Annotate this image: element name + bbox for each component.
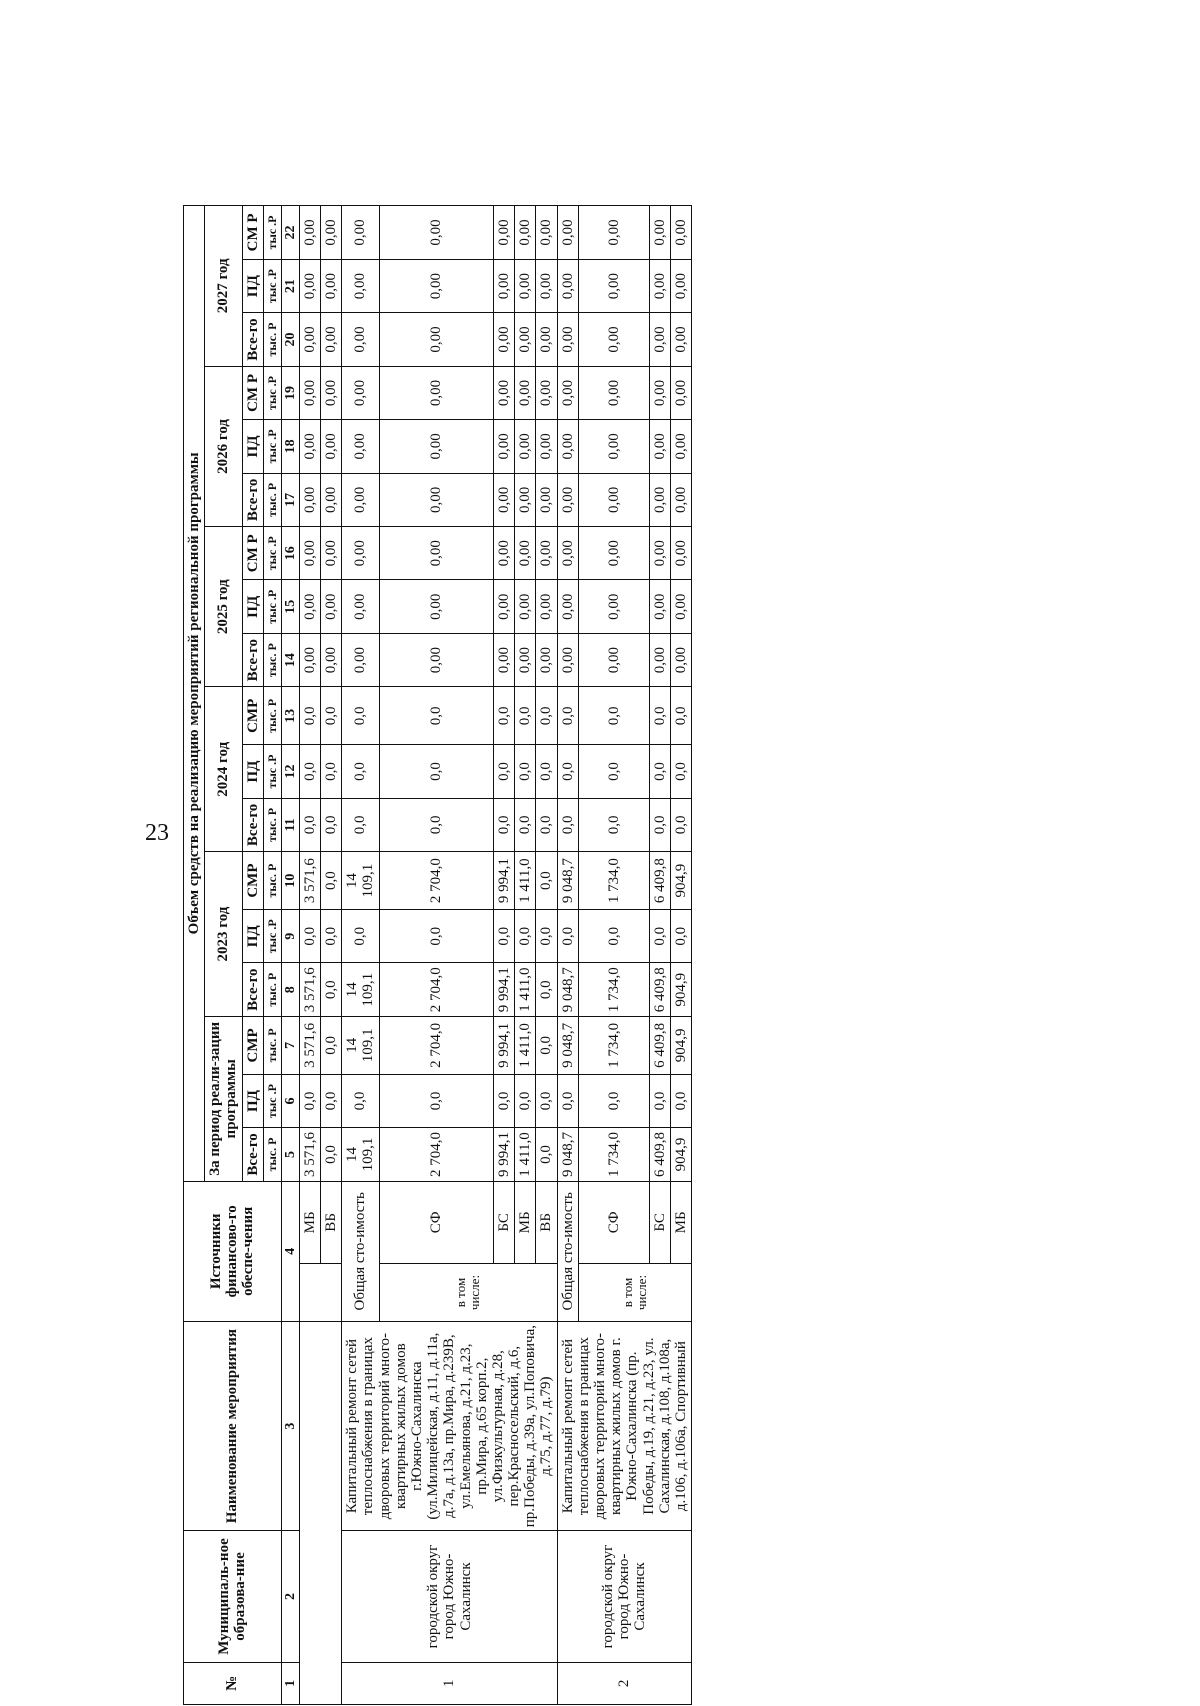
empty-cell [299, 1264, 341, 1322]
value-cell: 9 048,7 [557, 1016, 578, 1074]
value-cell: 0,0 [557, 910, 578, 963]
col-index: 13 [281, 687, 299, 745]
value-cell: 0,00 [515, 313, 536, 366]
col-index: 16 [281, 527, 299, 580]
unit: тыс .Р [263, 527, 281, 580]
value-cell: 0,00 [557, 580, 578, 633]
table-row [299, 206, 320, 1705]
value-cell: 0,00 [670, 206, 691, 260]
value-cell: 0,00 [670, 473, 691, 526]
value-cell: 0,00 [578, 366, 649, 419]
table-row [342, 206, 379, 1705]
value-cell: 9 048,7 [557, 963, 578, 1016]
value-cell: 0,0 [321, 1016, 342, 1074]
value-cell: 0,00 [494, 580, 515, 633]
value-cell: 0,00 [515, 420, 536, 473]
unit: тыс .Р [263, 259, 281, 312]
value-cell: 0,00 [578, 580, 649, 633]
value-cell: 0,00 [342, 313, 379, 366]
value-cell: 904,9 [670, 963, 691, 1016]
value-cell: 0,00 [670, 420, 691, 473]
value-cell: 0,00 [515, 633, 536, 686]
value-cell: 0,0 [536, 963, 557, 1016]
value-cell: 0,00 [557, 206, 578, 260]
value-cell: 0,00 [299, 420, 320, 473]
value-cell: 0,00 [379, 580, 494, 633]
value-cell: 0,0 [670, 1074, 691, 1127]
unit: тыс .Р [263, 420, 281, 473]
rotated-table-frame [183, 65, 1083, 1705]
funding-source-cell: МБ [299, 1181, 320, 1263]
value-cell: 0,0 [536, 798, 557, 851]
value-cell: 0,0 [515, 910, 536, 963]
value-cell: 0,00 [494, 473, 515, 526]
unit: тыс. Р [263, 473, 281, 526]
page-number: 23 [145, 820, 169, 846]
value-cell: 0,0 [321, 798, 342, 851]
value-cell: 0,0 [321, 745, 342, 798]
sub-pd: ПД [242, 580, 263, 633]
value-cell: 0,00 [536, 580, 557, 633]
municipality-cell: городской округ город Южно-Сахалинск [342, 1531, 557, 1662]
value-cell: 0,0 [515, 687, 536, 745]
value-cell: 0,00 [299, 527, 320, 580]
sub-pd: ПД [242, 745, 263, 798]
unit: тыс. Р [263, 687, 281, 745]
unit: тыс. Р [263, 313, 281, 366]
value-cell: 0,00 [649, 313, 670, 366]
header-volume: Объем средств на реализацию мероприятий региональной программы [184, 206, 205, 1182]
table-body [299, 206, 691, 1705]
value-cell: 0,0 [299, 1074, 320, 1127]
unit: тыс. Р [263, 963, 281, 1016]
value-cell: 0,0 [342, 687, 379, 745]
col-index: 12 [281, 745, 299, 798]
value-cell: 0,0 [670, 687, 691, 745]
funding-source-cell: МБ [670, 1181, 691, 1263]
header-activity-name: Наименование мероприятия [184, 1321, 282, 1530]
value-cell: 0,0 [379, 1074, 494, 1127]
header-year-2024: 2024 год [205, 687, 242, 852]
value-cell: 0,00 [557, 473, 578, 526]
value-cell: 0,0 [670, 798, 691, 851]
item-number: 1 [342, 1662, 557, 1704]
value-cell: 0,0 [342, 1074, 379, 1127]
value-cell: 0,00 [515, 206, 536, 260]
value-cell: 0,0 [494, 745, 515, 798]
value-cell: 0,00 [494, 366, 515, 419]
unit: тыс .Р [263, 366, 281, 419]
unit: тыс. Р [263, 798, 281, 851]
value-cell: 0,0 [299, 687, 320, 745]
value-cell: 0,00 [649, 580, 670, 633]
value-cell: 0,00 [515, 366, 536, 419]
header-period: За период реали-зации программы [205, 1016, 242, 1181]
sub-pd: ПД [242, 910, 263, 963]
municipality-cell: городской округ город Южно-Сахалинск [557, 1531, 692, 1662]
value-cell: 0,00 [578, 527, 649, 580]
value-cell: 0,00 [578, 420, 649, 473]
col-index: 20 [281, 313, 299, 366]
value-cell: 0,00 [515, 527, 536, 580]
value-cell: 0,00 [536, 313, 557, 366]
value-cell: 0,00 [494, 420, 515, 473]
header-year-2027: 2027 год [205, 206, 242, 367]
unit: тыс .Р [263, 206, 281, 260]
value-cell: 1 411,0 [515, 1016, 536, 1074]
col-index: 10 [281, 852, 299, 910]
value-cell: 0,00 [342, 633, 379, 686]
value-cell: 0,00 [557, 366, 578, 419]
sub-pd: ПД [242, 1074, 263, 1127]
unit: тыс. Р [263, 1016, 281, 1074]
value-cell: 0,0 [379, 910, 494, 963]
value-cell: 0,0 [649, 687, 670, 745]
value-cell: 1 411,0 [515, 852, 536, 910]
value-cell: 0,00 [342, 206, 379, 260]
value-cell: 6 409,8 [649, 1016, 670, 1074]
value-cell: 0,00 [379, 259, 494, 312]
value-cell: 0,00 [342, 366, 379, 419]
value-cell: 0,0 [670, 745, 691, 798]
sub-total: Все-го [242, 473, 263, 526]
unit: тыс. Р [263, 633, 281, 686]
value-cell: 0,0 [578, 687, 649, 745]
value-cell: 0,00 [536, 527, 557, 580]
value-cell: 9 994,1 [494, 1128, 515, 1181]
value-cell: 0,00 [649, 420, 670, 473]
header-municipality: Муниципаль-ное образова-ние [184, 1531, 282, 1662]
value-cell: 0,00 [342, 420, 379, 473]
value-cell: 0,00 [578, 313, 649, 366]
value-cell: 1 734,0 [578, 963, 649, 1016]
header-funding-source: Источники финансово-го обеспе-чения [184, 1181, 282, 1321]
value-cell: 0,00 [494, 527, 515, 580]
sub-smr: СМР [242, 687, 263, 745]
value-cell: 0,00 [321, 527, 342, 580]
value-cell: 0,0 [494, 687, 515, 745]
funding-source-cell: БС [494, 1181, 515, 1263]
value-cell: 0,00 [536, 473, 557, 526]
value-cell: 0,0 [379, 745, 494, 798]
sub-total: Все-го [242, 313, 263, 366]
value-cell: 0,0 [342, 798, 379, 851]
value-cell: 1 734,0 [578, 1128, 649, 1181]
sub-smr: СМР [242, 1016, 263, 1074]
value-cell: 14 109,1 [342, 963, 379, 1016]
value-cell: 0,00 [670, 313, 691, 366]
value-cell: 3 571,6 [299, 852, 320, 910]
value-cell: 0,0 [557, 687, 578, 745]
value-cell: 0,0 [321, 963, 342, 1016]
value-cell: 14 109,1 [342, 852, 379, 910]
value-cell: 0,0 [649, 798, 670, 851]
value-cell: 0,0 [321, 852, 342, 910]
value-cell: 2 704,0 [379, 1016, 494, 1074]
value-cell: 0,0 [536, 1074, 557, 1127]
sub-total: Все-го [242, 633, 263, 686]
value-cell: 9 994,1 [494, 852, 515, 910]
value-cell: 0,00 [321, 420, 342, 473]
value-cell: 0,00 [649, 473, 670, 526]
value-cell: 0,00 [536, 633, 557, 686]
value-cell: 0,00 [578, 259, 649, 312]
value-cell: 0,0 [578, 1074, 649, 1127]
table-row [557, 206, 578, 1705]
empty-cell [299, 1321, 341, 1704]
value-cell: 0,00 [649, 633, 670, 686]
value-cell: 0,00 [321, 259, 342, 312]
in-that-label: в том числе: [578, 1264, 691, 1322]
value-cell: 14 109,1 [342, 1128, 379, 1181]
col-index: 4 [281, 1181, 299, 1321]
value-cell: 0,0 [536, 745, 557, 798]
value-cell: 6 409,8 [649, 852, 670, 910]
funding-source-cell: СФ [379, 1181, 494, 1263]
value-cell: 0,0 [299, 798, 320, 851]
value-cell: 0,0 [649, 745, 670, 798]
header-year-2025: 2025 год [205, 527, 242, 687]
value-cell: 0,00 [670, 580, 691, 633]
column-index-row [281, 206, 299, 1705]
value-cell: 0,00 [494, 313, 515, 366]
unit: тыс. Р [263, 1128, 281, 1181]
value-cell: 0,00 [379, 633, 494, 686]
funding-source-cell: Общая сто-имость [342, 1181, 379, 1321]
header-year-2023: 2023 год [205, 852, 242, 1017]
value-cell: 0,00 [670, 366, 691, 419]
value-cell: 9 048,7 [557, 852, 578, 910]
funding-source-cell: Общая сто-имость [557, 1181, 578, 1321]
value-cell: 0,00 [342, 527, 379, 580]
value-cell: 0,0 [321, 1128, 342, 1181]
col-index: 21 [281, 259, 299, 312]
value-cell: 9 994,1 [494, 1016, 515, 1074]
value-cell: 0,00 [494, 206, 515, 260]
value-cell: 0,0 [494, 1074, 515, 1127]
sub-pd: ПД [242, 420, 263, 473]
value-cell: 3 571,6 [299, 1016, 320, 1074]
header-year-2026: 2026 год [205, 366, 242, 526]
value-cell: 2 704,0 [379, 1128, 494, 1181]
value-cell: 0,00 [578, 473, 649, 526]
value-cell: 0,00 [515, 473, 536, 526]
value-cell: 0,0 [578, 798, 649, 851]
value-cell: 0,00 [342, 580, 379, 633]
sub-smr: СМР [242, 852, 263, 910]
unit: тыс. Р [263, 852, 281, 910]
value-cell: 0,00 [342, 473, 379, 526]
value-cell: 0,00 [557, 259, 578, 312]
sub-total: Все-го [242, 798, 263, 851]
value-cell: 0,0 [494, 910, 515, 963]
value-cell: 0,0 [536, 852, 557, 910]
sub-smr: СМ Р [242, 527, 263, 580]
value-cell: 0,0 [342, 910, 379, 963]
value-cell: 0,00 [515, 259, 536, 312]
unit: тыс .Р [263, 1074, 281, 1127]
value-cell: 0,0 [578, 910, 649, 963]
value-cell: 0,0 [557, 745, 578, 798]
value-cell: 0,00 [536, 259, 557, 312]
value-cell: 0,00 [321, 206, 342, 260]
value-cell: 9 048,7 [557, 1128, 578, 1181]
col-index: 19 [281, 366, 299, 419]
value-cell: 0,00 [649, 527, 670, 580]
col-index: 22 [281, 206, 299, 260]
value-cell: 0,00 [536, 366, 557, 419]
sub-pd: ПД [242, 259, 263, 312]
value-cell: 0,00 [670, 527, 691, 580]
value-cell: 0,0 [649, 1074, 670, 1127]
funding-source-cell: БС [649, 1181, 670, 1263]
col-index: 14 [281, 633, 299, 686]
value-cell: 0,00 [536, 206, 557, 260]
value-cell: 1 411,0 [515, 1128, 536, 1181]
value-cell: 0,00 [321, 473, 342, 526]
col-index: 18 [281, 420, 299, 473]
col-index: 5 [281, 1128, 299, 1181]
value-cell: 0,00 [536, 420, 557, 473]
value-cell: 0,00 [321, 633, 342, 686]
value-cell: 0,00 [557, 420, 578, 473]
value-cell: 0,00 [299, 580, 320, 633]
value-cell: 0,00 [670, 259, 691, 312]
value-cell: 0,00 [379, 527, 494, 580]
value-cell: 904,9 [670, 1016, 691, 1074]
value-cell: 0,00 [299, 259, 320, 312]
value-cell: 0,00 [494, 633, 515, 686]
value-cell: 6 409,8 [649, 1128, 670, 1181]
value-cell: 904,9 [670, 852, 691, 910]
value-cell: 2 704,0 [379, 963, 494, 1016]
value-cell: 6 409,8 [649, 963, 670, 1016]
value-cell: 0,0 [494, 798, 515, 851]
value-cell: 0,00 [299, 633, 320, 686]
value-cell: 0,00 [515, 580, 536, 633]
value-cell: 0,00 [379, 366, 494, 419]
value-cell: 0,00 [342, 259, 379, 312]
funding-source-cell: ВБ [321, 1181, 342, 1263]
value-cell: 0,0 [379, 687, 494, 745]
value-cell: 0,00 [649, 366, 670, 419]
value-cell: 904,9 [670, 1128, 691, 1181]
value-cell: 3 571,6 [299, 1128, 320, 1181]
value-cell: 0,0 [299, 745, 320, 798]
value-cell: 0,0 [536, 1128, 557, 1181]
value-cell: 0,00 [578, 633, 649, 686]
sub-smr: СМ Р [242, 206, 263, 260]
value-cell: 0,00 [379, 420, 494, 473]
value-cell: 0,00 [557, 527, 578, 580]
sub-total: Все-го [242, 1128, 263, 1181]
value-cell: 0,00 [494, 259, 515, 312]
value-cell: 3 571,6 [299, 963, 320, 1016]
value-cell: 0,00 [321, 366, 342, 419]
item-number: 2 [557, 1662, 692, 1704]
col-index: 9 [281, 910, 299, 963]
header-no: № [184, 1662, 282, 1704]
value-cell: 0,0 [515, 798, 536, 851]
col-index: 1 [281, 1662, 299, 1704]
value-cell: 0,0 [649, 910, 670, 963]
value-cell: 0,00 [379, 206, 494, 260]
value-cell: 14 109,1 [342, 1016, 379, 1074]
value-cell: 0,00 [321, 580, 342, 633]
col-index: 15 [281, 580, 299, 633]
col-index: 7 [281, 1016, 299, 1074]
value-cell: 0,0 [670, 910, 691, 963]
value-cell: 0,0 [342, 745, 379, 798]
col-index: 8 [281, 963, 299, 1016]
sub-total: Все-го [242, 963, 263, 1016]
value-cell: 2 704,0 [379, 852, 494, 910]
value-cell: 0,0 [379, 798, 494, 851]
value-cell: 0,0 [321, 910, 342, 963]
value-cell: 0,00 [299, 366, 320, 419]
unit: тыс .Р [263, 745, 281, 798]
value-cell: 0,0 [557, 1074, 578, 1127]
col-index: 17 [281, 473, 299, 526]
col-index: 2 [281, 1531, 299, 1662]
value-cell: 0,00 [649, 259, 670, 312]
activity-name-cell: Капитальный ремонт сетей теплоснабжения в границах дворовых территорий много-квартирных жилых домов г.Южно-Сахалинска (ул.Милицейская, д.11, д.11а, д.7а, д.13а, пр.Мира, д.239В, ул.Емельянова, д.21, д.23, пр.Мира, д.65 корп.2, ул.Физкультурная, д.28, пер.Красносельский, д.6, пр.Победы, д.39а, ул.Поповича, д.75, д.77, д.79) [342, 1321, 557, 1530]
value-cell: 0,00 [299, 206, 320, 260]
value-cell: 0,0 [536, 687, 557, 745]
value-cell: 0,0 [536, 910, 557, 963]
value-cell: 0,0 [515, 1074, 536, 1127]
value-cell: 0,0 [321, 1074, 342, 1127]
in-that-label: в том числе: [379, 1264, 557, 1322]
value-cell: 0,0 [578, 745, 649, 798]
funding-source-cell: МБ [515, 1181, 536, 1263]
value-cell: 1 734,0 [578, 852, 649, 910]
value-cell: 1 411,0 [515, 963, 536, 1016]
col-index: 6 [281, 1074, 299, 1127]
value-cell: 0,0 [299, 910, 320, 963]
col-index: 3 [281, 1321, 299, 1530]
value-cell: 0,00 [670, 633, 691, 686]
value-cell: 0,00 [321, 313, 342, 366]
value-cell: 0,00 [379, 473, 494, 526]
value-cell: 9 994,1 [494, 963, 515, 1016]
value-cell: 0,00 [557, 633, 578, 686]
value-cell: 0,00 [578, 206, 649, 260]
value-cell: 0,0 [321, 687, 342, 745]
value-cell: 0,00 [379, 313, 494, 366]
value-cell: 0,00 [557, 313, 578, 366]
sub-smr: СМ Р [242, 366, 263, 419]
unit: тыс .Р [263, 910, 281, 963]
value-cell: 0,00 [299, 473, 320, 526]
col-index: 11 [281, 798, 299, 851]
value-cell: 1 734,0 [578, 1016, 649, 1074]
value-cell: 0,00 [299, 313, 320, 366]
activity-name-cell: Капитальный ремонт сетей теплоснабжения в границах дворовых территорий много-квартирных жилых домов г. Южно-Сахалинска (пр. Победы, д.19, д.21, д.23, ул. Сахалинская, д.108, д.108а, д.106, д.106а, Спортивный [557, 1321, 692, 1530]
value-cell: 0,0 [515, 745, 536, 798]
funding-source-cell: ВБ [536, 1181, 557, 1263]
value-cell: 0,0 [557, 798, 578, 851]
funding-source-cell: СФ [578, 1181, 649, 1263]
value-cell: 0,00 [649, 206, 670, 260]
value-cell: 0,0 [536, 1016, 557, 1074]
unit: тыс .Р [263, 580, 281, 633]
funding-table [183, 205, 692, 1705]
